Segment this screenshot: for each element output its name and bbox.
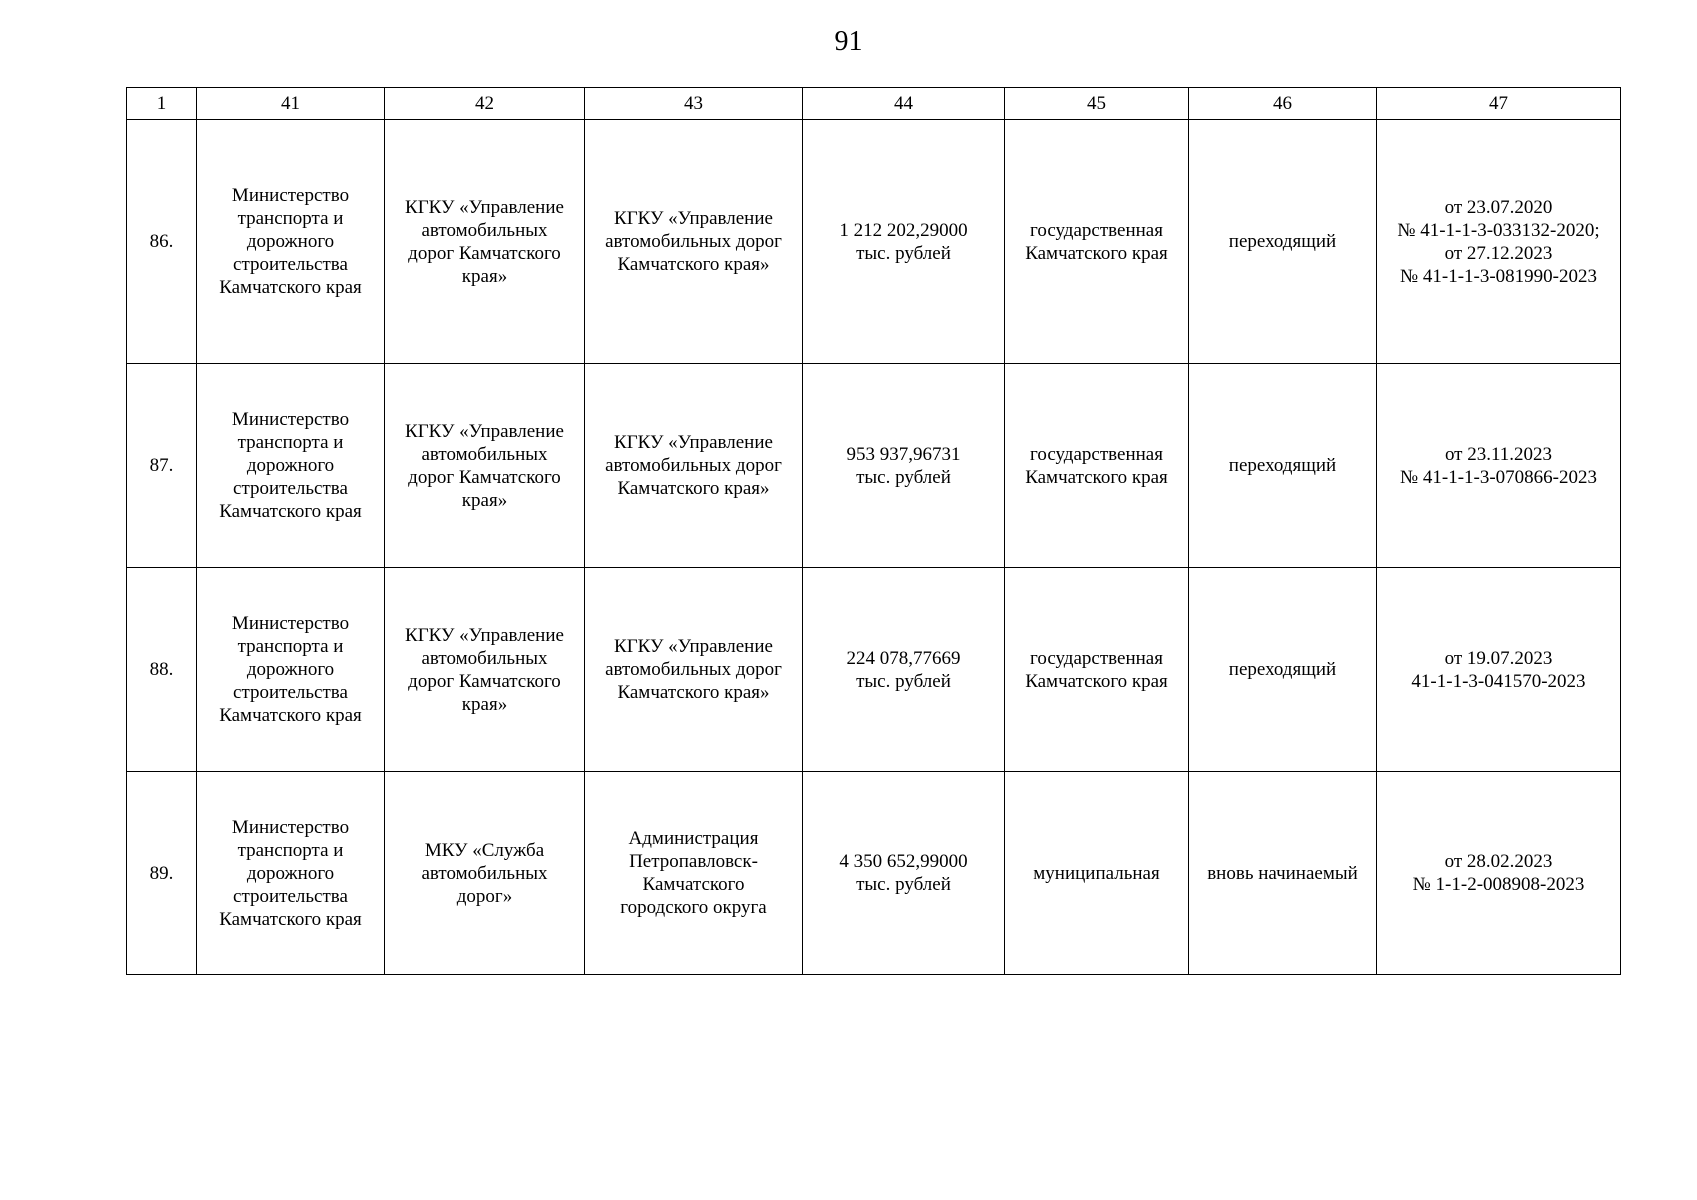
- ownership-cell: муниципальная: [1005, 772, 1189, 975]
- customer-cell: КГКУ «Управление автомобильных дорог Камчатского края»: [385, 364, 585, 568]
- expertise-cell: от 23.11.2023 № 41-1-1-3-070866-2023: [1377, 364, 1621, 568]
- row-number-cell: 86.: [127, 120, 197, 364]
- status-cell: вновь начинаемый: [1189, 772, 1377, 975]
- developer-cell: КГКУ «Управление автомобильных дорог Камчатского края»: [585, 120, 803, 364]
- status-cell: переходящий: [1189, 120, 1377, 364]
- ownership-cell: государственная Камчатского края: [1005, 568, 1189, 772]
- column-number-cell: 41: [197, 88, 385, 120]
- expertise-cell: от 28.02.2023 № 1-1-2-008908-2023: [1377, 772, 1621, 975]
- table-row: [127, 120, 1621, 364]
- table-row: [127, 772, 1621, 975]
- ministry-cell: Министерство транспорта и дорожного строительства Камчатского края: [197, 568, 385, 772]
- row-number-cell: 88.: [127, 568, 197, 772]
- expertise-cell: от 19.07.2023 41-1-1-3-041570-2023: [1377, 568, 1621, 772]
- customer-cell: КГКУ «Управление автомобильных дорог Камчатского края»: [385, 120, 585, 364]
- table-row: [127, 364, 1621, 568]
- ministry-cell: Министерство транспорта и дорожного строительства Камчатского края: [197, 120, 385, 364]
- registry-table: [126, 87, 1621, 975]
- row-number-cell: 89.: [127, 772, 197, 975]
- row-number-cell: 87.: [127, 364, 197, 568]
- page-number: 91: [834, 26, 863, 57]
- column-number-cell: 42: [385, 88, 585, 120]
- column-number-cell: 45: [1005, 88, 1189, 120]
- column-number-cell: 44: [803, 88, 1005, 120]
- cost-cell: 953 937,96731 тыс. рублей: [803, 364, 1005, 568]
- cost-cell: 224 078,77669 тыс. рублей: [803, 568, 1005, 772]
- developer-cell: Администрация Петропавловск- Камчатского городского округа: [585, 772, 803, 975]
- ministry-cell: Министерство транспорта и дорожного строительства Камчатского края: [197, 364, 385, 568]
- column-number-cell: 43: [585, 88, 803, 120]
- table-row: [127, 568, 1621, 772]
- column-number-row: [127, 88, 1621, 120]
- developer-cell: КГКУ «Управление автомобильных дорог Камчатского края»: [585, 568, 803, 772]
- developer-cell: КГКУ «Управление автомобильных дорог Камчатского края»: [585, 364, 803, 568]
- cost-cell: 4 350 652,99000 тыс. рублей: [803, 772, 1005, 975]
- ownership-cell: государственная Камчатского края: [1005, 120, 1189, 364]
- column-number-cell: 1: [127, 88, 197, 120]
- status-cell: переходящий: [1189, 364, 1377, 568]
- column-number-cell: 46: [1189, 88, 1377, 120]
- ownership-cell: государственная Камчатского края: [1005, 364, 1189, 568]
- expertise-cell: от 23.07.2020 № 41-1-1-3-033132-2020; от 27.12.2023 № 41-1-1-3-081990-2023: [1377, 120, 1621, 364]
- customer-cell: КГКУ «Управление автомобильных дорог Камчатского края»: [385, 568, 585, 772]
- cost-cell: 1 212 202,29000 тыс. рублей: [803, 120, 1005, 364]
- status-cell: переходящий: [1189, 568, 1377, 772]
- ministry-cell: Министерство транспорта и дорожного строительства Камчатского края: [197, 772, 385, 975]
- column-number-cell: 47: [1377, 88, 1621, 120]
- customer-cell: МКУ «Служба автомобильных дорог»: [385, 772, 585, 975]
